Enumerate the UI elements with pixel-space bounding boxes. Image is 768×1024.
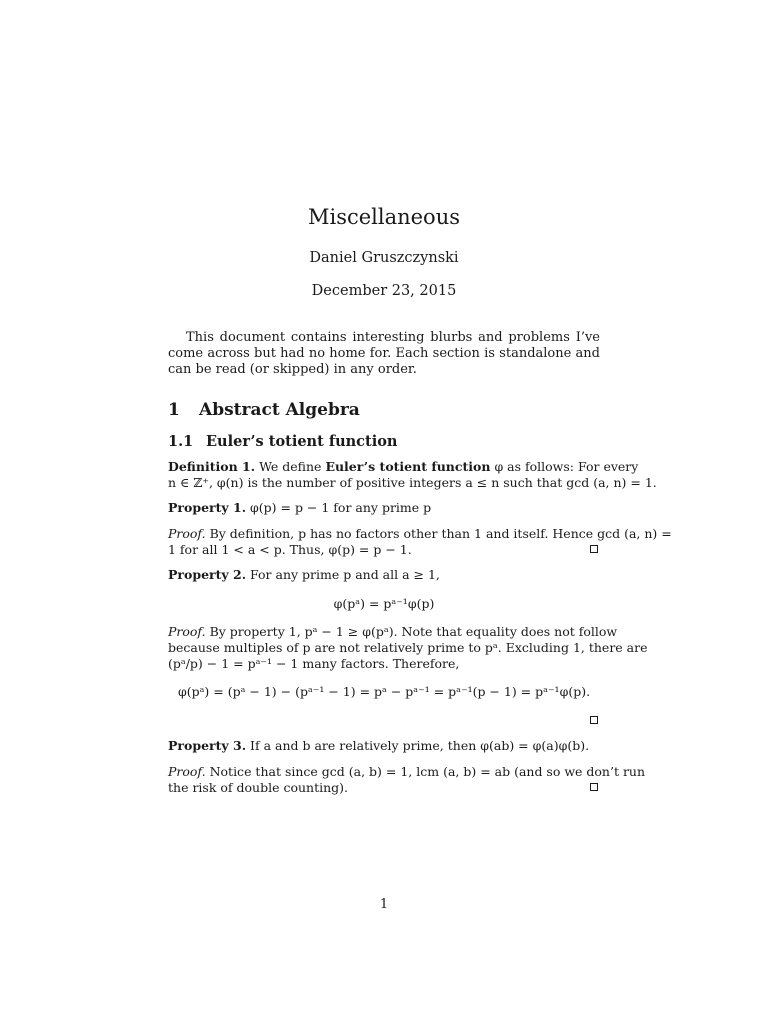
- property-2-text: For any prime p and all a ≥ 1,: [250, 567, 440, 582]
- section-heading: [168, 400, 360, 420]
- definition-text-a: We define: [259, 459, 322, 474]
- subsection-title: Euler’s totient function: [206, 433, 398, 450]
- abstract-text: This document contains interesting blurbs and problems I’ve come across but had no home for. Each section is standalone and can be read (or skipped) in any order.: [168, 330, 600, 377]
- proof-3-line-1: Notice that since gcd (a, b) = 1, lcm (a, b) = ab (and so we don’t run: [209, 764, 646, 779]
- section-number: 1: [168, 400, 180, 420]
- proof-2-label: Proof.: [168, 624, 206, 639]
- property-2: [168, 567, 440, 582]
- property-1-text: φ(p) = p − 1 for any prime p: [250, 500, 432, 515]
- paper-title: Miscellaneous: [307, 205, 461, 229]
- subsection-number: 1.1: [168, 433, 194, 450]
- subsection-heading: [168, 433, 397, 450]
- proof-1: [168, 526, 672, 541]
- property-3-text: If a and b are relatively prime, then φ(ab) = φ(a)φ(b).: [250, 738, 590, 753]
- author-name: Daniel Gruszczynski: [309, 250, 459, 266]
- proof-3: [168, 764, 645, 779]
- property-1-label: Property 1.: [168, 500, 247, 515]
- proof-2: [168, 624, 617, 639]
- qed-square: [590, 545, 598, 553]
- property-1: [168, 500, 431, 515]
- proof-2-line-2: because multiples of p are not relatively prime to pᵃ. Excluding 1, there are: [168, 640, 648, 655]
- qed-square: [590, 716, 598, 724]
- equation-2: φ(pᵃ) = (pᵃ − 1) − (pᵃ⁻¹ − 1) = pᵃ − pᵃ⁻¹ = pᵃ⁻¹(p − 1) = pᵃ⁻¹φ(p).: [177, 684, 591, 699]
- proof-3-line-2: the risk of double counting).: [168, 780, 349, 795]
- definition-line-2: n ∈ ℤ⁺, φ(n) is the number of positive integers a ≤ n such that gcd (a, n) = 1.: [168, 475, 657, 490]
- definition-1: [168, 459, 638, 474]
- proof-3-label: Proof.: [168, 764, 206, 779]
- abstract: [168, 330, 600, 378]
- definition-text-b: φ as follows: For every: [494, 459, 639, 474]
- qed-square: [590, 783, 598, 791]
- proof-2-line-3: (pᵃ/p) − 1 = pᵃ⁻¹ − 1 many factors. Therefore,: [168, 656, 460, 671]
- property-3-label: Property 3.: [168, 738, 247, 753]
- property-3: [168, 738, 589, 753]
- proof-1-label: Proof.: [168, 526, 206, 541]
- proof-1-line-1: By definition, p has no factors other than 1 and itself. Hence gcd (a, n) =: [209, 526, 672, 541]
- page-number: 1: [379, 897, 389, 912]
- definition-label: Definition 1.: [168, 459, 256, 474]
- section-title: Abstract Algebra: [199, 400, 360, 420]
- property-2-label: Property 2.: [168, 567, 247, 582]
- paper-date: December 23, 2015: [311, 283, 457, 299]
- definition-term: Euler’s totient function: [325, 459, 491, 474]
- proof-2-line-1: By property 1, pᵃ − 1 ≥ φ(pᵃ). Note that equality does not follow: [209, 624, 618, 639]
- proof-1-line-2: 1 for all 1 < a < p. Thus, φ(p) = p − 1.: [168, 542, 412, 557]
- equation-1: φ(pᵃ) = pᵃ⁻¹φ(p): [333, 596, 435, 611]
